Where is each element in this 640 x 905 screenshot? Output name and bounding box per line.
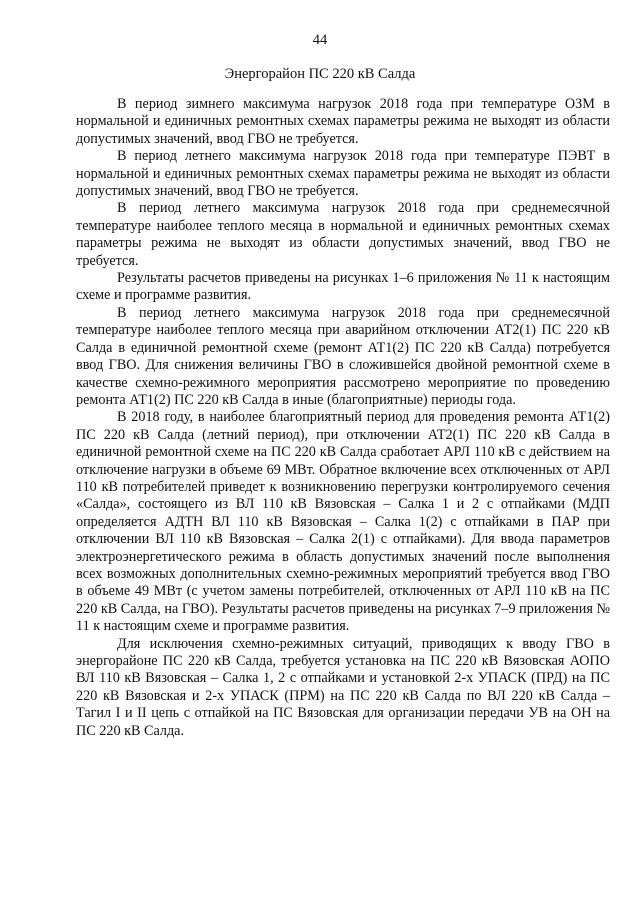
section-heading: Энергорайон ПС 220 кВ Салда [224,66,416,82]
paragraph: В период летнего максимума нагрузок 2018 года при температуре ПЭВТ в нормальной и единичных ремонтных схемах параметры режима не выходят из области допустимых значений, ввод ГВО не требуется. [76,148,610,200]
paragraph: Результаты расчетов приведены на рисунках 1–6 приложения № 11 к настоящим схеме и программе развития. [76,270,610,304]
paragraph: В 2018 году, в наиболее благоприятный период для проведения ремонта АТ1(2) ПС 220 кВ Салда (летний период), при отключении АТ2(1) ПС 220 кВ Салда в единичной ремонтной схеме на ПС 220 кВ Салда сработает АРЛ 110 кВ с действием на отключение нагрузки в объеме 69 МВт. Обратное включение всех отключенных от АРЛ 110 кВ потребителей приведет к возникновению перегрузки контролируемого сечения «Салда», состоящего из ВЛ 110 кВ Вязовская – Салка 1 и 2 с отпайками (МДП определяется АДТН ВЛ 110 кВ Вязовская – Салка 1(2) с отпайками в ПАР при отключении ВЛ 110 кВ Вязовская – Салка 2(1) с отпайками). Для ввода параметров электроэнергетического режима в область допустимых значений после выполнения всех возможных дополнительных схемно-режимных мероприятий требуется ввод ГВО в объеме 49 МВт (с учетом замены потребителей, отключенных от АРЛ 110 кВ на ПС 220 кВ Салда, на ГВО). Результаты расчетов приведены на рисунках 7–9 приложения № 11 к настоящим схеме и программе развития. [76,409,610,635]
paragraph: В период зимнего максимума нагрузок 2018 года при температуре ОЗМ в нормальной и единичных ремонтных схемах параметры режима не выходят из области допустимых значений, ввод ГВО не требуется. [76,96,610,147]
page-number: 44 [312,32,328,48]
body-text [76,96,610,740]
paragraph: В период летнего максимума нагрузок 2018 года при среднемесячной температуре наиболее теплого месяца при аварийном отключении АТ2(1) ПС 220 кВ Салда в единичной ремонтной схеме (ремонт АТ1(2) ПС 220 кВ Салда) потребуется ввод ГВО. Для снижения величины ГВО в сложившейся двойной ремонтной схеме в качестве схемно-режимного мероприятия рассмотрено мероприятие по проведению ремонта АТ1(2) ПС 220 кВ Салда в иные (благоприятные) периоды года. [76,304,610,408]
paragraph: Для исключения схемно-режимных ситуаций, приводящих к вводу ГВО в энергорайоне ПС 220 кВ Салда, требуется установка на ПС 220 кВ Вязовская АОПО ВЛ 110 кВ Вязовская – Салка 1, 2 с отпайками и установкой 2-х УПАСК (ПРД) на ПС 220 кВ Вязовская и 2-х УПАСК (ПРМ) на ПС 220 кВ Салда по ВЛ 220 кВ Салда – Тагил I и II цепь с отпайкой на ПС Вязовская для организации передачи УВ на ОН на ПС 220 кВ Салда. [76,635,610,739]
paragraph: В период летнего максимума нагрузок 2018 года при среднемесячной температуре наиболее теплого месяца в нормальной и единичных ремонтных схемах параметры режима не выходят из области допустимых значений, ввод ГВО не требуется. [76,200,610,269]
